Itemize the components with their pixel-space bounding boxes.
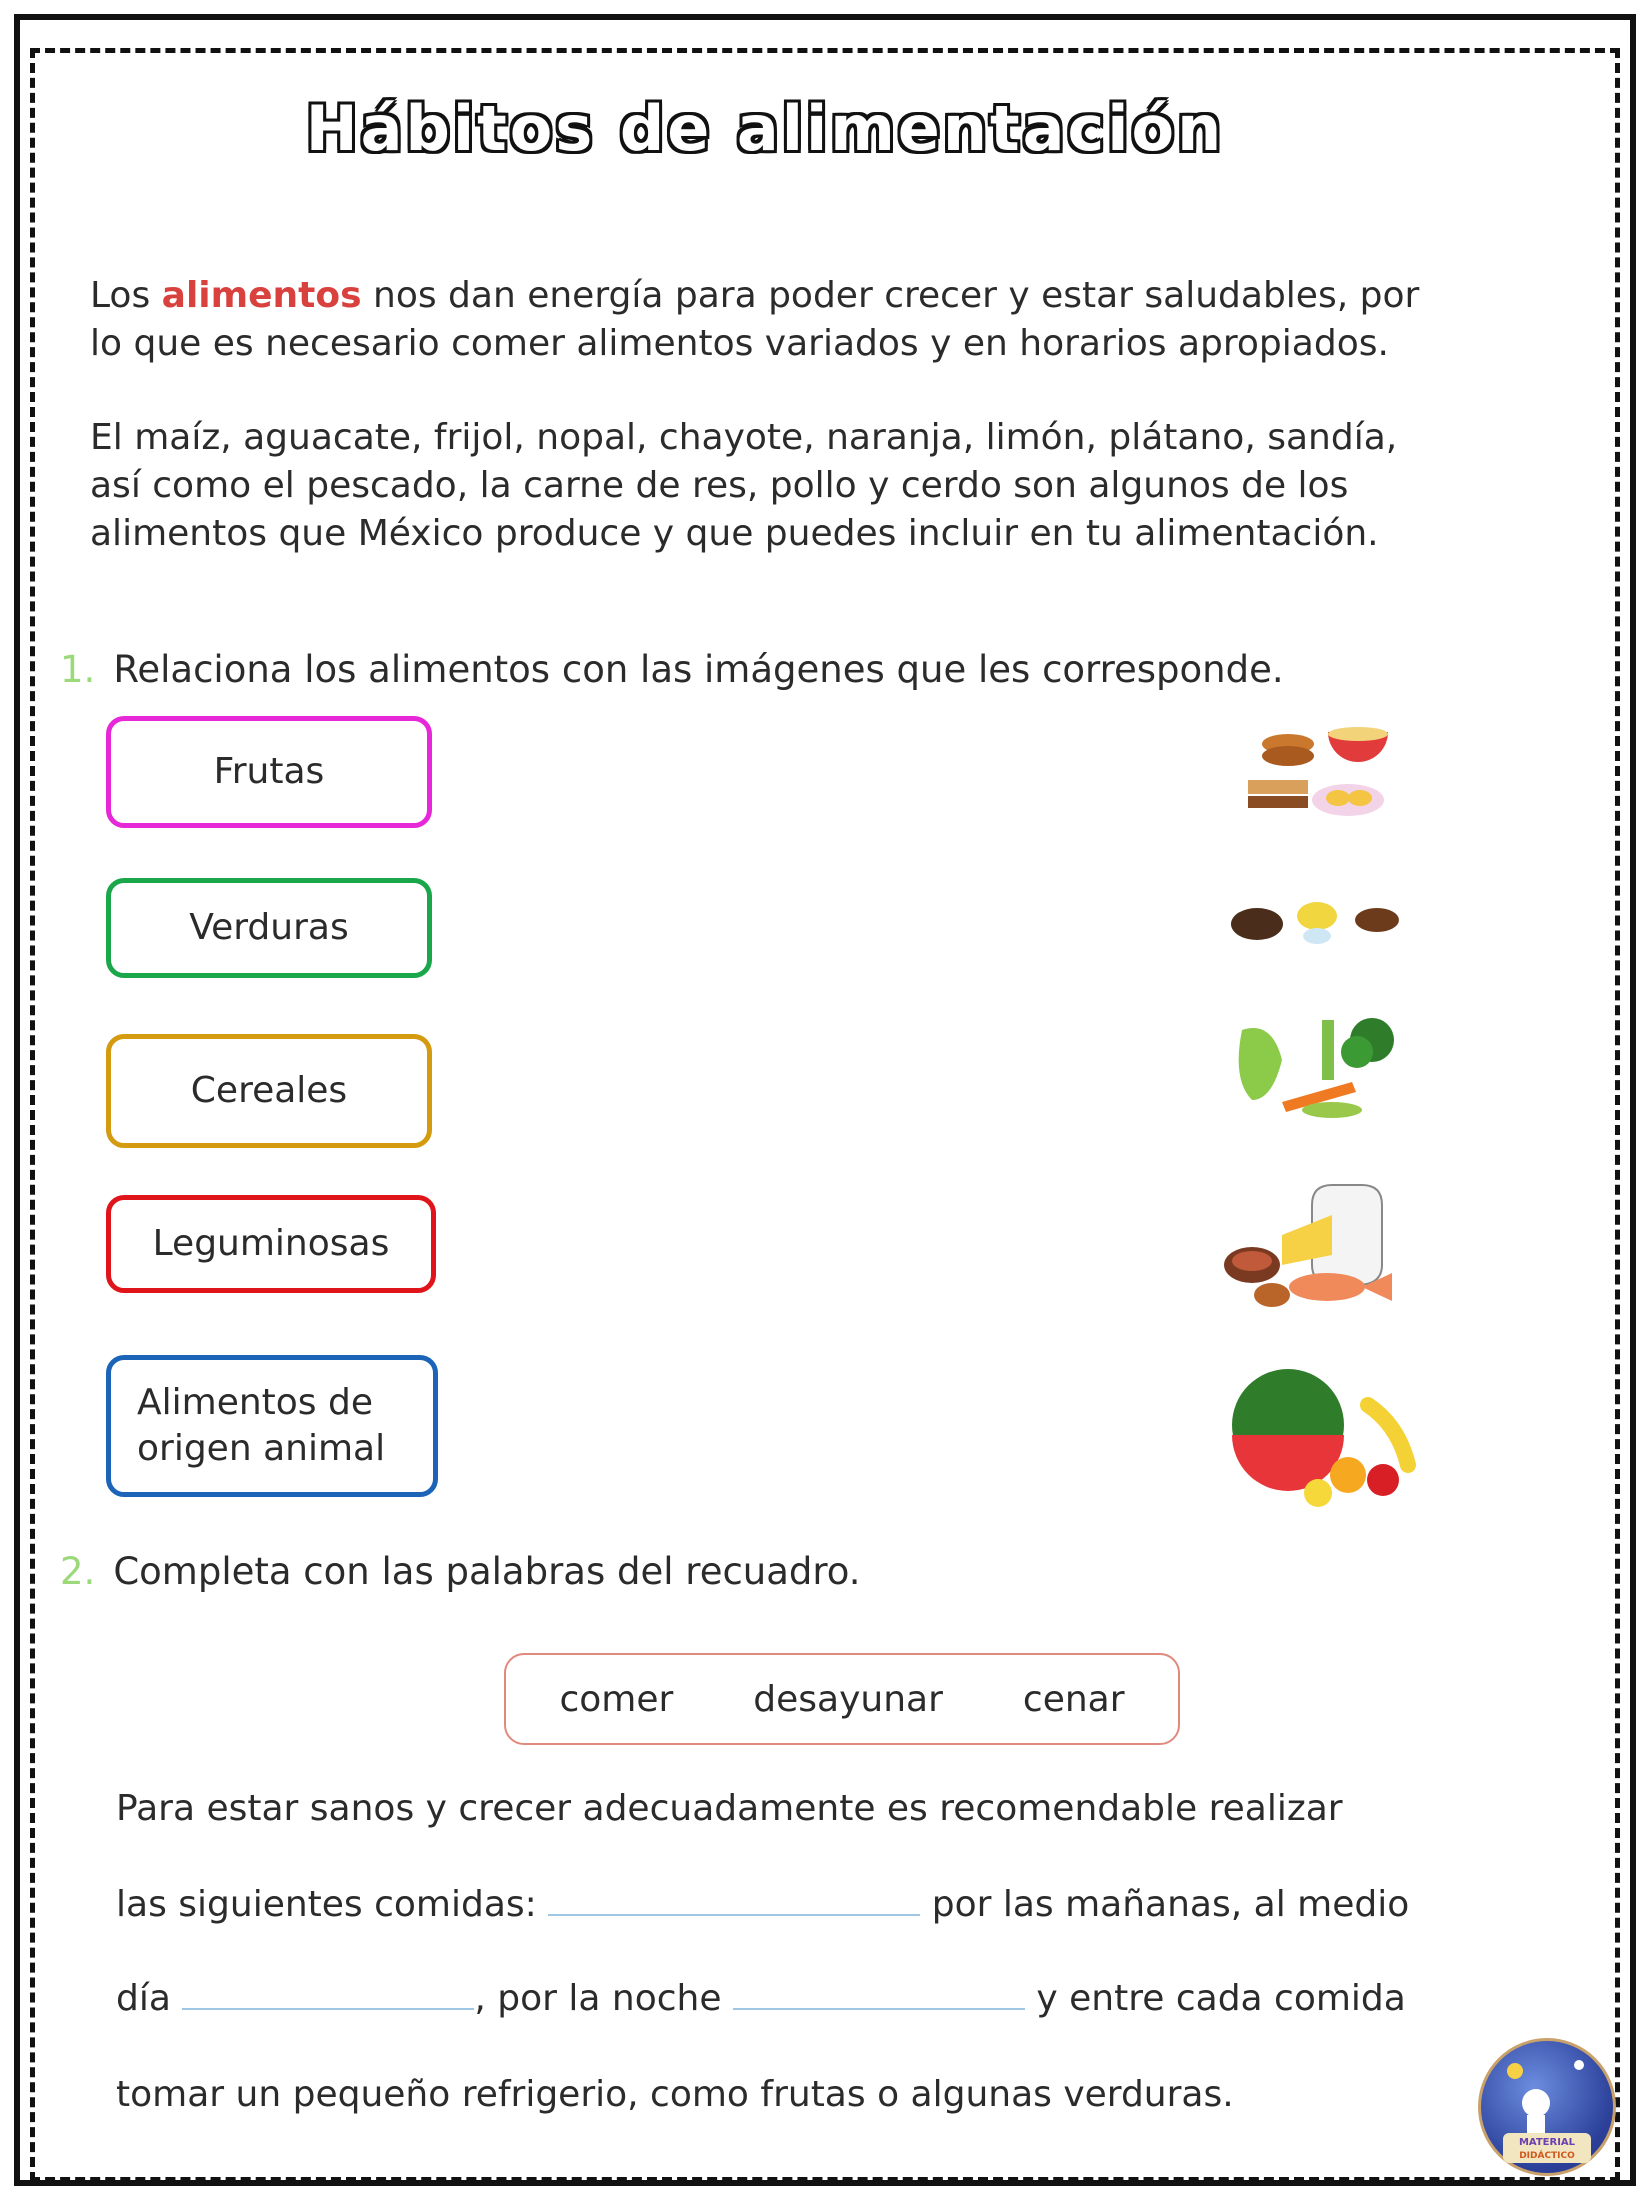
logo-art	[1481, 2041, 1613, 2173]
question-number: 2.	[60, 1550, 96, 1593]
question-1	[60, 648, 1284, 691]
category-label: Leguminosas	[152, 1223, 390, 1264]
category-label: Cereales	[190, 1070, 348, 1111]
intro-text: nos dan energía para poder crecer y estar saludables, por	[361, 275, 1420, 316]
highlight-word: alimentos	[161, 275, 362, 316]
blank-comer[interactable]	[182, 1998, 474, 2010]
intro-text: Los	[90, 275, 162, 316]
word-box	[504, 1653, 1180, 1745]
question-2	[60, 1550, 861, 1593]
blank-cenar[interactable]	[733, 1998, 1025, 2010]
category-label: Verduras	[189, 907, 349, 948]
category-label-line: Alimentos de	[137, 1382, 374, 1423]
intro-line-3: El maíz, aguacate, frijol, nopal, chayote, naranja, limón, plátano, sandía,	[90, 417, 1398, 458]
category-origen-animal[interactable]	[106, 1355, 438, 1497]
page-title: Hábitos de alimentación	[305, 92, 1225, 165]
bread-cereal-image[interactable]	[1238, 722, 1398, 822]
logo-text: MATERIAL	[1518, 2137, 1576, 2148]
vegetables-image[interactable]	[1222, 1010, 1412, 1130]
text-line-3	[116, 1978, 1406, 2019]
category-label	[137, 1380, 385, 1472]
text-line-4: tomar un pequeño refrigerio, como frutas o algunas verduras.	[116, 2074, 1234, 2115]
text-segment: día	[116, 1978, 171, 2019]
text-line-2	[116, 1884, 1409, 1925]
text-segment: por las mañanas, al medio	[931, 1884, 1410, 1925]
question-text: Relaciona los alimentos con las imágenes que les corresponde.	[113, 648, 1284, 691]
blank-desayunar[interactable]	[548, 1904, 920, 1916]
text-line-1: Para estar sanos y crecer adecuadamente es recomendable realizar	[116, 1788, 1343, 1829]
word-option[interactable]: cenar	[1022, 1678, 1125, 1720]
legumes-image[interactable]	[1222, 888, 1412, 958]
word-option[interactable]: desayunar	[753, 1678, 943, 1720]
intro-line-1	[90, 272, 1510, 320]
intro-paragraph-2	[90, 414, 1510, 558]
category-verduras[interactable]	[106, 878, 432, 978]
material-didactico-logo	[1478, 2038, 1616, 2176]
logo-text: DIDÁCTICO	[1519, 2151, 1575, 2161]
text-segment: , por la noche	[474, 1978, 722, 2019]
category-frutas[interactable]	[106, 716, 432, 828]
category-cereales[interactable]	[106, 1034, 432, 1148]
intro-line-5: alimentos que México produce y que puedes incluir en tu alimentación.	[90, 513, 1379, 554]
text-segment: y entre cada comida	[1036, 1978, 1406, 2019]
question-number: 1.	[60, 648, 96, 691]
word-option[interactable]: comer	[559, 1678, 674, 1720]
intro-line-2: lo que es necesario comer alimentos variados y en horarios apropiados.	[90, 323, 1389, 364]
intro-line-4: así como el pescado, la carne de res, pollo y cerdo son algunos de los	[90, 465, 1349, 506]
category-leguminosas[interactable]	[106, 1195, 436, 1293]
fruits-image[interactable]	[1218, 1365, 1418, 1515]
category-label-line: origen animal	[137, 1428, 386, 1469]
question-text: Completa con las palabras del recuadro.	[113, 1550, 861, 1593]
intro-paragraph-1	[90, 272, 1510, 368]
category-label: Frutas	[213, 751, 325, 792]
animal-foods-image[interactable]	[1212, 1175, 1412, 1315]
text-segment: las siguientes comidas:	[116, 1884, 537, 1925]
